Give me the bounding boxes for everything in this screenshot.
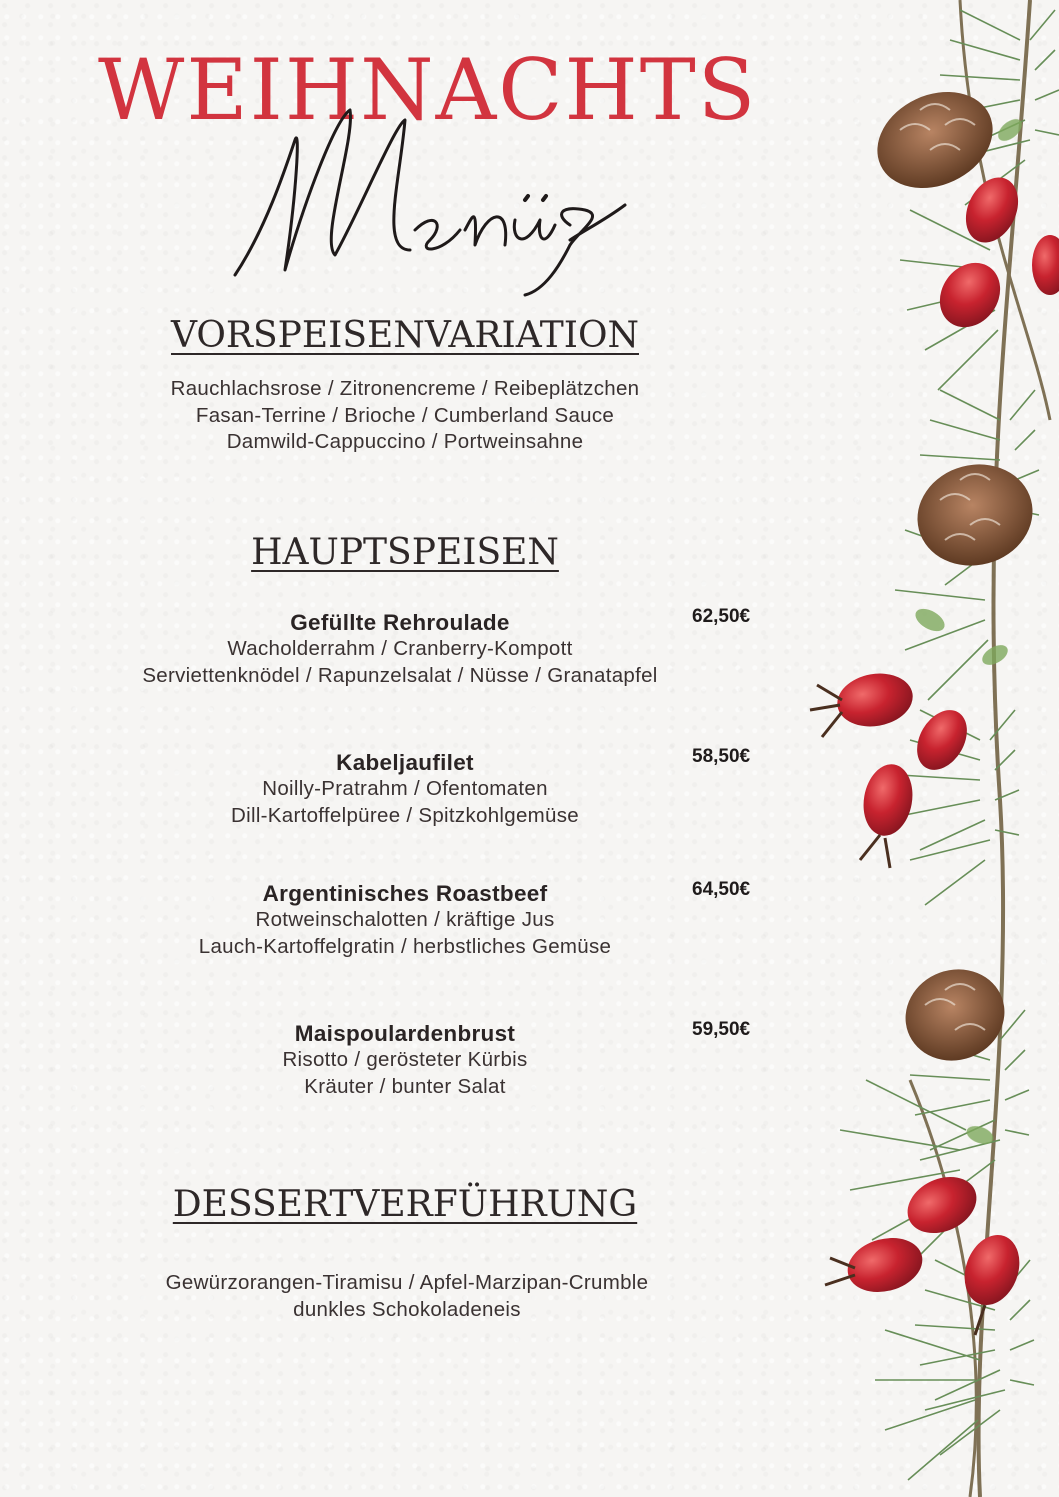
dish-line: Serviettenknödel / Rapunzelsalat / Nüsse / Granatapfel [142, 663, 658, 687]
dish-roastbeef [80, 880, 730, 960]
dish-line: Rotweinschalotten / kräftige Jus [255, 908, 555, 931]
starters-list [80, 376, 730, 456]
dish-price: 64,50€ [692, 879, 751, 900]
dish-price: 59,50€ [692, 1019, 751, 1040]
title-weihnachts: WEIHNACHTS [98, 41, 758, 139]
desserts-heading: DESSERTVERFÜHRUNG [172, 1184, 638, 1225]
dish-name: Gefüllte Rehroulade [290, 610, 510, 635]
list-item: Fasan-Terrine / Brioche / Cumberland Sauce [195, 403, 615, 427]
mains-heading: HAUPTSPEISEN [251, 532, 559, 573]
dish-line: Dill-Kartoffelpüree / Spitzkohlgemüse [231, 803, 579, 827]
list-item: dunkles Schokoladeneis [293, 1297, 521, 1321]
dish-maispoularde [80, 1020, 730, 1100]
dish-name: Argentinisches Roastbeef [262, 881, 548, 906]
dish-line: Wacholderrahm / Cranberry-Kompott [227, 637, 573, 660]
list-item: Gewürzorangen-Tiramisu / Apfel-Marzipan-Crumble [165, 1271, 649, 1294]
starters-heading: VORSPEISENVARIATION [171, 315, 639, 356]
dish-line: Risotto / gerösteter Kürbis [282, 1048, 528, 1071]
dish-kabeljau [80, 749, 730, 829]
dish-name: Kabeljaufilet [336, 750, 474, 775]
dish-line: Lauch-Kartoffelgratin / herbstliches Gemüse [198, 934, 612, 958]
pine-cone-icon [862, 74, 1044, 1075]
desserts-list [82, 1270, 732, 1323]
script-title-icon [225, 80, 645, 300]
dish-line: Kräuter / bunter Salat [304, 1074, 506, 1098]
list-item: Damwild-Cappuccino / Portweinsahne [226, 430, 584, 453]
dish-rehroulade [75, 609, 725, 689]
dish-price: 62,50€ [692, 606, 751, 627]
dish-line: Noilly-Pratrahm / Ofentomaten [262, 777, 548, 800]
dish-name: Maispoulardenbrust [294, 1021, 516, 1046]
dish-price: 58,50€ [692, 746, 751, 767]
pine-branch-icon [730, 0, 1059, 1497]
list-item: Rauchlachsrose / Zitronencreme / Reibeplätzchen [170, 377, 640, 400]
